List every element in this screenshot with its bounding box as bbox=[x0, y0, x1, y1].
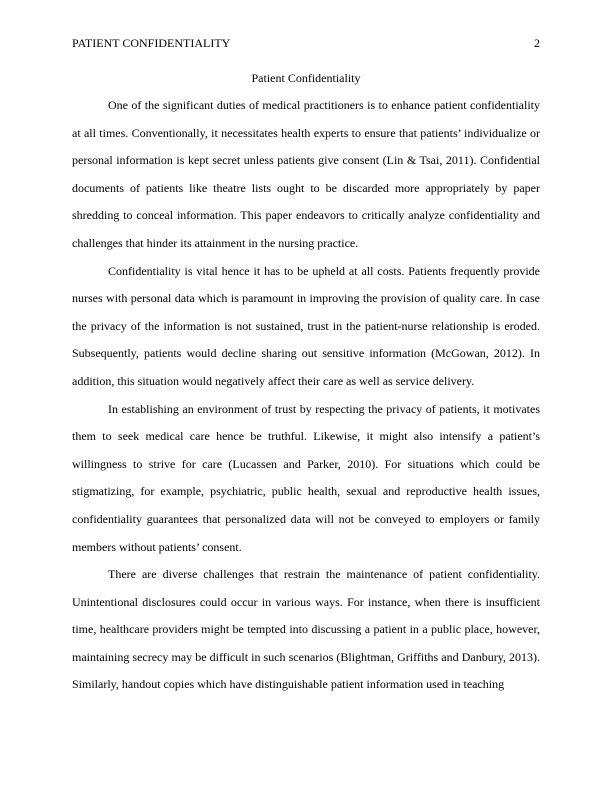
page-number: 2 bbox=[534, 36, 540, 50]
paragraph-3: In establishing an environment of trust by respecting the privacy of patients, it motivates them to seek medical care hence be truthful. Likewise, it might also intensify a patient’s willingness to strive for care (Lucassen and Parker, 2010). For situations which could be stigmatizing, for example, psychiatric, public health, sexual and reproductive health issues, confidentiality guarantees that personalized data will not be conveyed to employers or family members without patients’ consent. bbox=[72, 401, 540, 554]
paragraph-4: There are diverse challenges that restrain the maintenance of patient confidentiality. Unintentional disclosures could occur in various ways. For instance, when there is insufficient time, healthcare providers might be tempted into discussing a patient in a public place, however, maintaining secrecy may be difficult in such scenarios (Blightman, Griffiths and Danbury, 2013). Similarly, handout copies which have distinguishable patient information used in teaching bbox=[72, 567, 540, 692]
paragraph-1: One of the significant duties of medical practitioners is to enhance patient confidentiality at all times. Conventionally, it necessitates health experts to ensure that patients’ individualize or personal information is kept secret unless patients give consent (Lin & Tsai, 2011). Confidential documents of patients like theatre lists ought to be discarded more appropriately by paper shredding to conceal information. This paper endeavors to critically analyze confidentiality and challenges that hinder its attainment in the nursing practice. bbox=[72, 98, 540, 250]
document-title: Patient Confidentiality bbox=[251, 71, 361, 85]
running-head: PATIENT CONFIDENTIALITY bbox=[72, 36, 231, 50]
document-body bbox=[72, 92, 540, 699]
paragraph-2: Confidentiality is vital hence it has to be upheld at all costs. Patients frequently provide nurses with personal data which is paramount in improving the provision of quality care. In case the privacy of the information is not sustained, trust in the patient-nurse relationship is eroded. Subsequently, patients would decline sharing out sensitive information (McGowan, 2012). In addition, this situation would negatively affect their care as well as service delivery. bbox=[72, 263, 540, 388]
